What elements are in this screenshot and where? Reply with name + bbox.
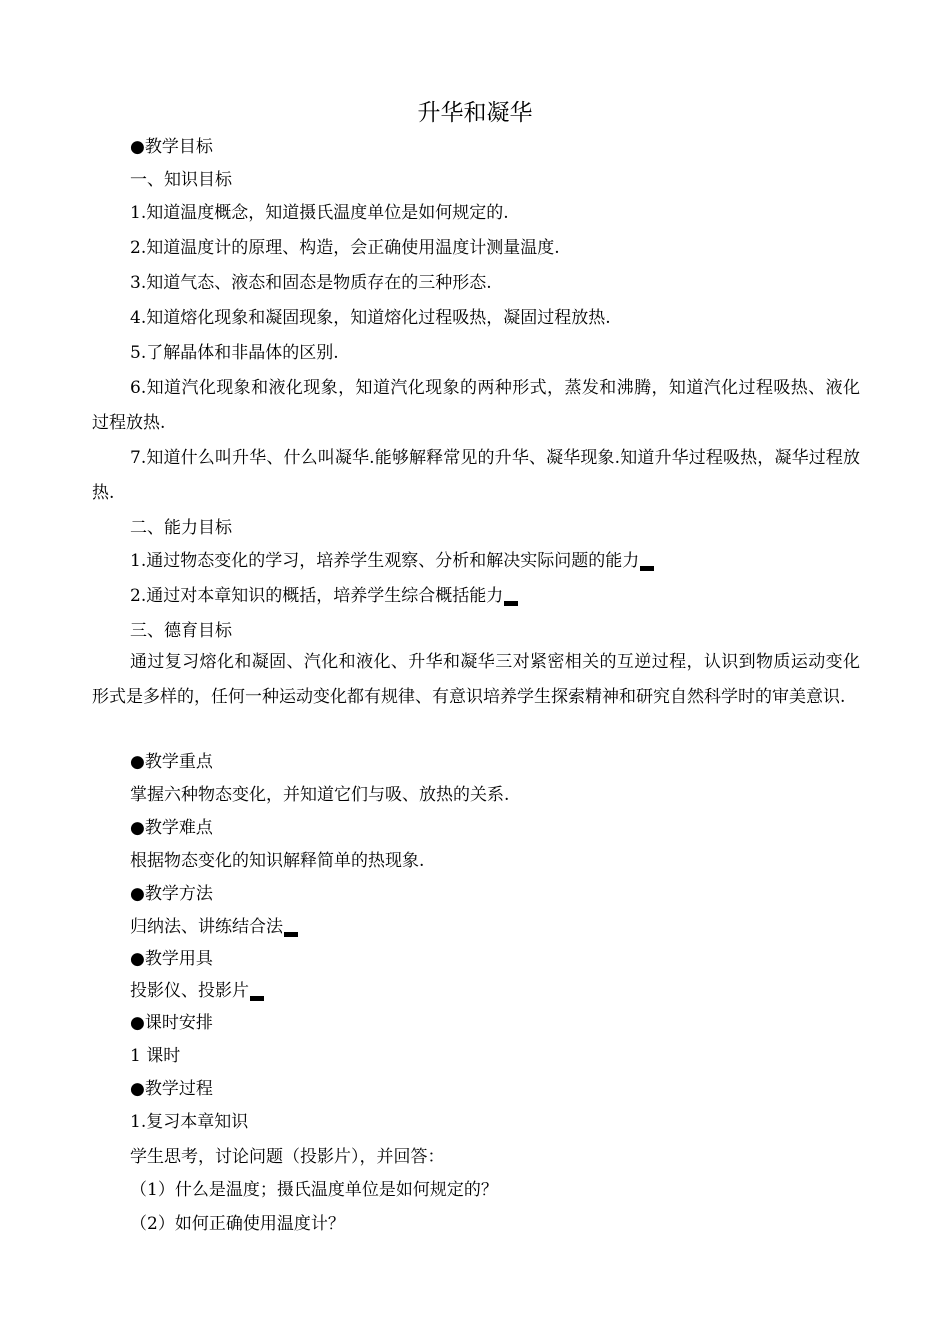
placeholder-mark [504, 601, 518, 606]
question-2: （2）如何正确使用温度计？ [130, 1214, 345, 1234]
knowledge-item-2: 2.知道温度计的原理、构造，会正确使用温度计测量温度. [130, 238, 560, 258]
ability-item-1-text: 1.通过物态变化的学习，培养学生观察、分析和解决实际问题的能力 [130, 551, 640, 571]
ability-item-1 [130, 549, 654, 573]
tools-text [130, 979, 264, 1003]
moral-heading: 三、德育目标 [130, 621, 232, 641]
knowledge-item-1: 1.知道温度概念，知道摄氏温度单位是如何规定的. [130, 203, 509, 223]
method-heading: ●教学方法 [130, 884, 213, 904]
method-text [130, 915, 298, 939]
placeholder-mark [250, 996, 264, 1001]
tools-heading: ●教学用具 [130, 949, 213, 969]
knowledge-item-3: 3.知道气态、液态和固态是物质存在的三种形态. [130, 273, 492, 293]
process-heading: ●教学过程 [130, 1079, 213, 1099]
document-title: 升华和凝华 [417, 100, 533, 126]
knowledge-item-7: 7.知道什么叫升华、什么叫凝华.能够解释常见的升华、凝华现象.知道升华过程吸热，凝华过程放热. [92, 448, 860, 503]
moral-text: 通过复习熔化和凝固、汽化和液化、升华和凝华三对紧密相关的互逆过程，认识到物质运动变化形式是多样的，任何一种运动变化都有规律、有意识培养学生探索精神和研究自然科学时的审美意识. [92, 652, 860, 707]
knowledge-item-5: 5.了解晶体和非晶体的区别. [130, 343, 339, 363]
key-text: 掌握六种物态变化，并知道它们与吸、放热的关系. [130, 785, 510, 805]
method-text-content: 归纳法、讲练结合法 [130, 917, 283, 937]
placeholder-mark [640, 566, 654, 571]
knowledge-item-4: 4.知道熔化现象和凝固现象，知道熔化过程吸热，凝固过程放热. [130, 308, 611, 328]
process-item-2: 学生思考，讨论问题（投影片），并回答： [130, 1147, 445, 1167]
schedule-text: 1 课时 [130, 1046, 181, 1066]
objectives-heading: ●教学目标 [130, 137, 213, 157]
ability-item-2 [130, 584, 518, 608]
knowledge-heading: 一、知识目标 [130, 170, 232, 190]
ability-item-2-text: 2.通过对本章知识的概括，培养学生综合概括能力 [130, 586, 504, 606]
difficulty-text: 根据物态变化的知识解释简单的热现象. [130, 851, 425, 871]
tools-text-content: 投影仪、投影片 [130, 981, 249, 1001]
ability-heading: 二、能力目标 [130, 518, 232, 538]
question-1: （1）什么是温度；摄氏温度单位是如何规定的？ [130, 1180, 498, 1200]
key-heading: ●教学重点 [130, 752, 213, 772]
process-item-1: 1.复习本章知识 [130, 1112, 249, 1132]
knowledge-item-6: 6.知道汽化现象和液化现象，知道汽化现象的两种形式，蒸发和沸腾，知道汽化过程吸热、液化过程放热. [92, 378, 860, 433]
placeholder-mark [284, 932, 298, 937]
schedule-heading: ●课时安排 [130, 1013, 213, 1033]
difficulty-heading: ●教学难点 [130, 818, 213, 838]
